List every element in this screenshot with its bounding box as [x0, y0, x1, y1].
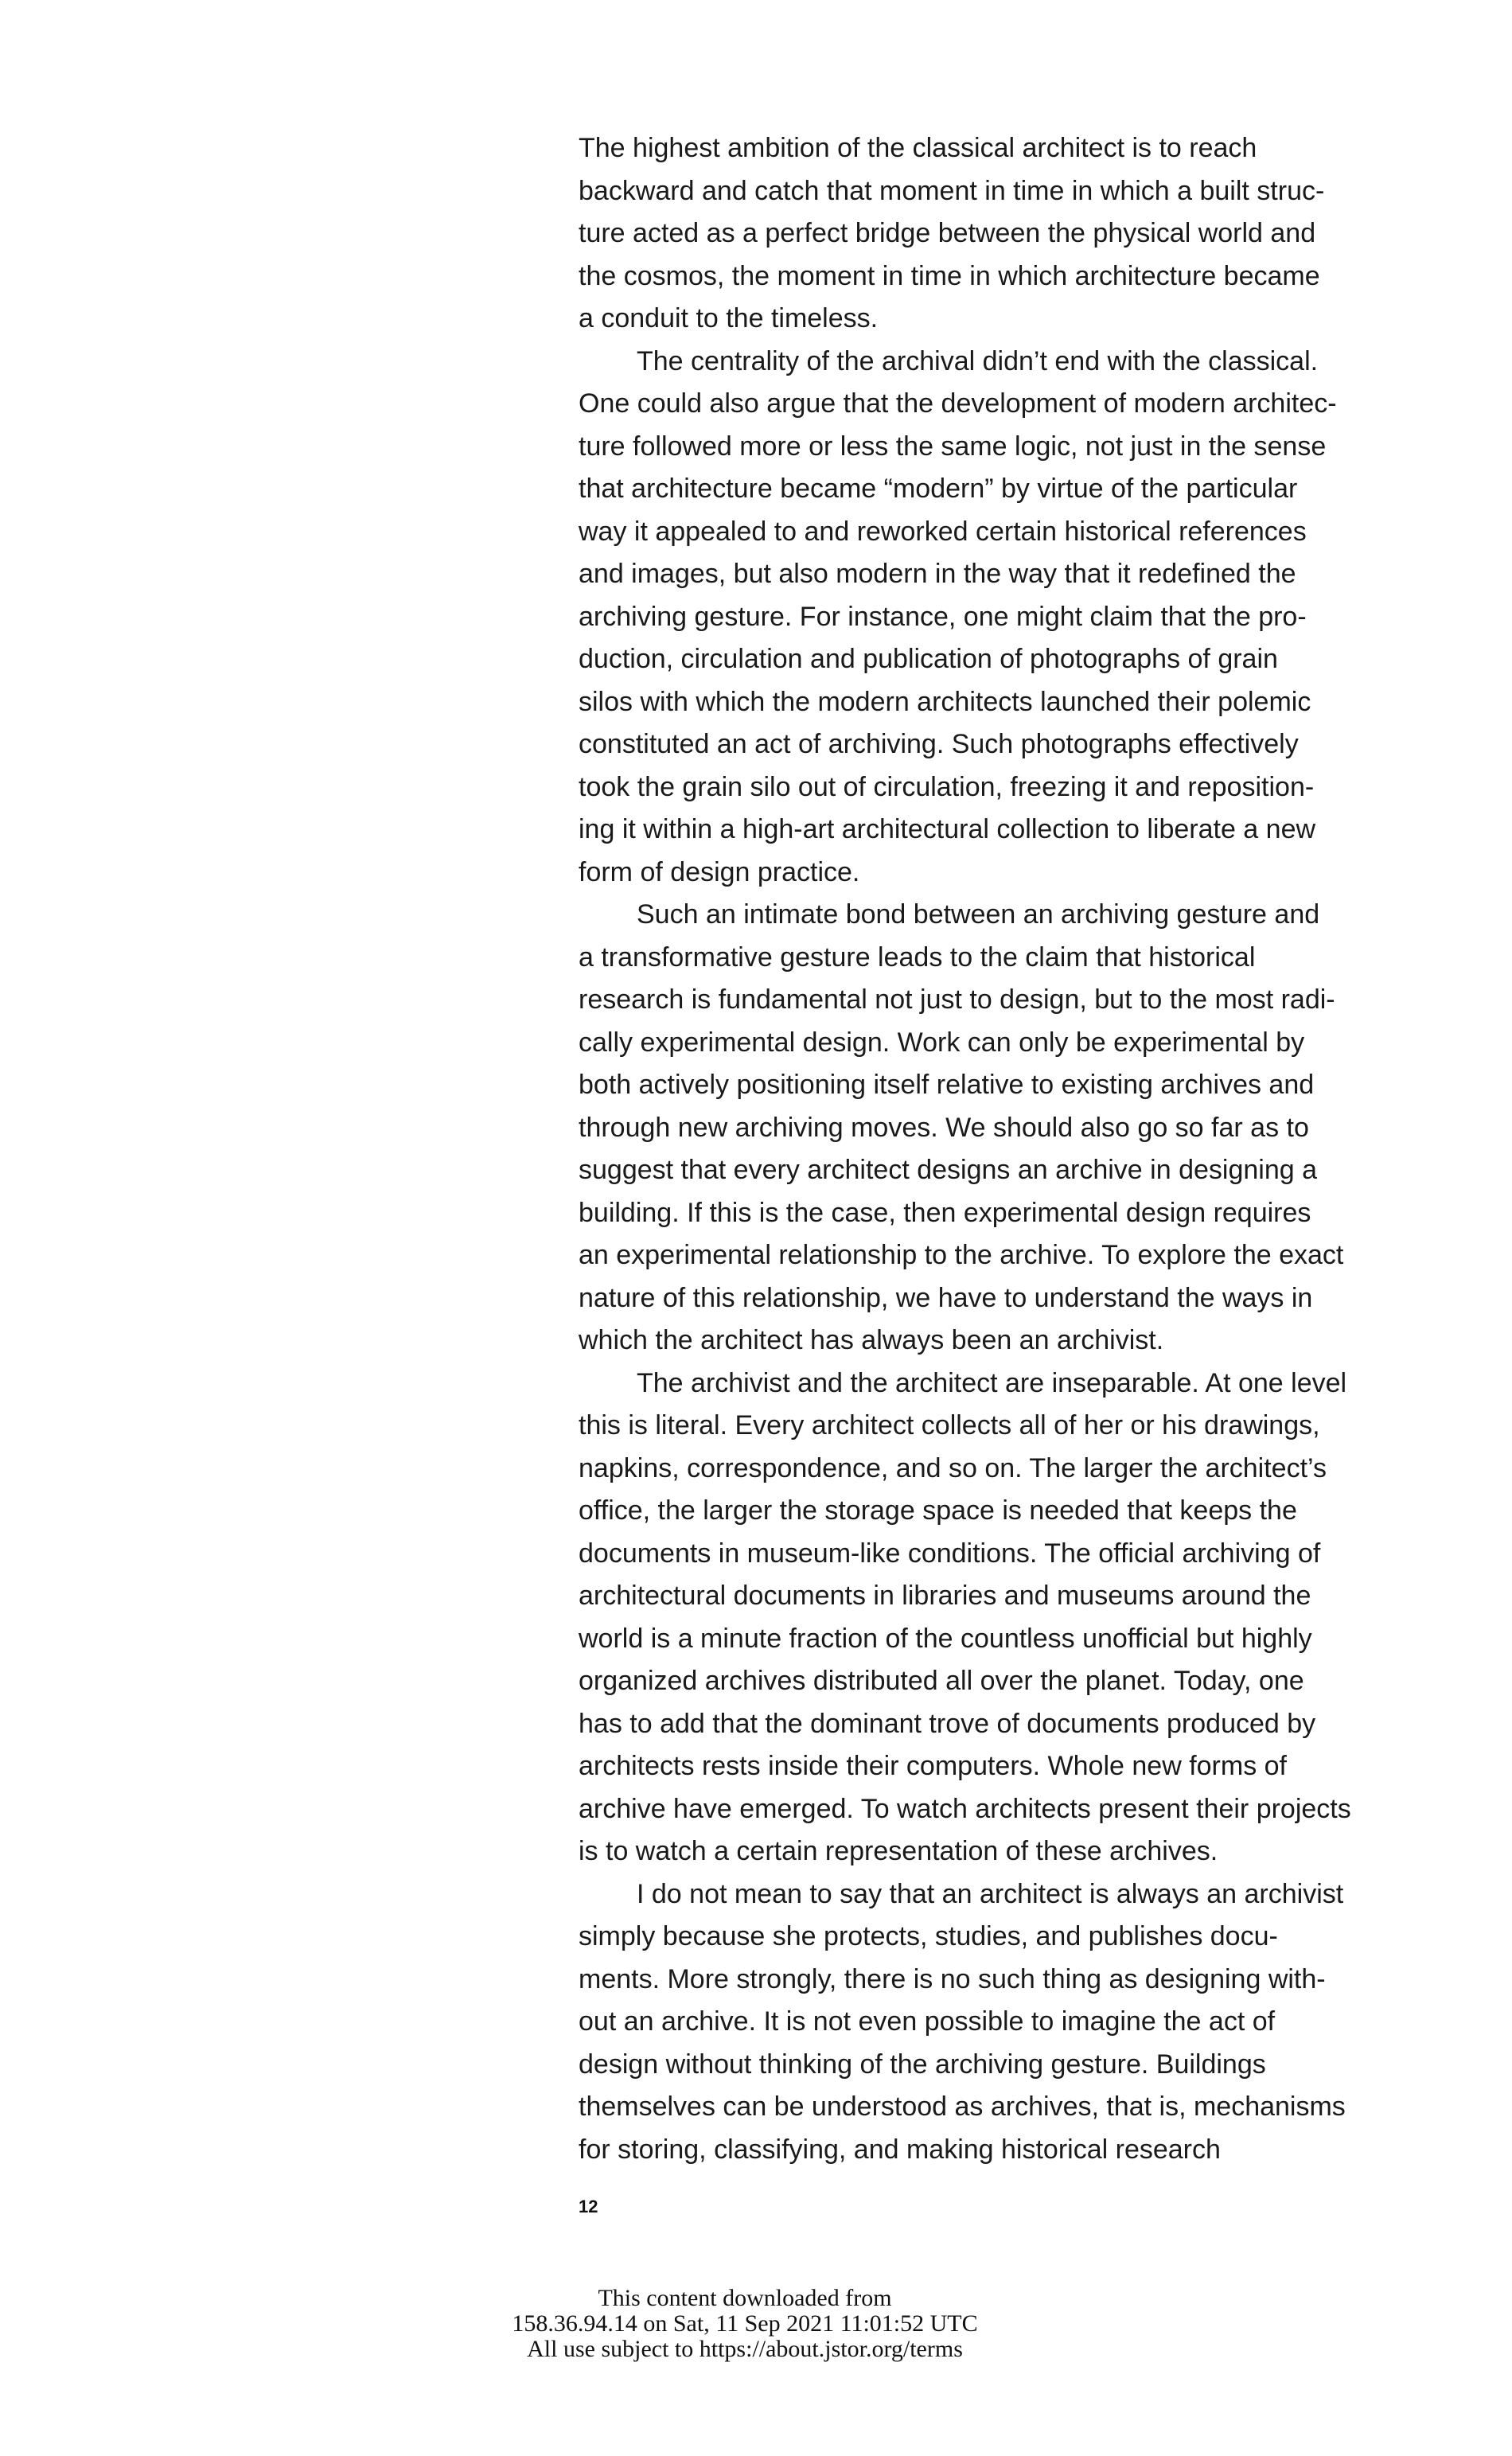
download-notice-line: All use subject to https://about.jstor.org/terms: [527, 2336, 963, 2362]
text-line: ture acted as a perfect bridge between the physical world and: [579, 218, 1316, 248]
download-notice-line: This content downloaded from: [598, 2285, 892, 2311]
text-line: simply because she protects, studies, and publishes docu-: [579, 1921, 1278, 1951]
text-line: architectural documents in libraries and museums around the: [579, 1581, 1311, 1611]
text-line: a transformative gesture leads to the claim that historical: [579, 941, 1256, 973]
text-line: archive have emerged. To watch architects present their projects: [579, 1793, 1351, 1824]
text-line: office, the larger the storage space is needed that keeps the: [579, 1495, 1297, 1526]
download-notice-line: 158.36.94.14 on Sat, 11 Sep 2021 11:01:52 UTC: [512, 2310, 978, 2337]
text-line: silos with which the modern architects launched their polemic: [579, 686, 1311, 717]
text-line: an experimental relationship to the archive. To explore the exact: [579, 1240, 1344, 1270]
text-line: design without thinking of the archiving gesture. Buildings: [579, 2049, 1266, 2080]
paragraph: [579, 341, 1438, 895]
text-line: The highest ambition of the classical architect is to reach: [579, 133, 1257, 163]
text-line: research is fundamental not just to design, but to the most radi-: [579, 984, 1335, 1015]
text-line: took the grain silo out of circulation, freezing it and reposition-: [579, 771, 1315, 802]
text-line: way it appealed to and reworked certain historical references: [579, 516, 1307, 547]
text-line: which the architect has always been an archivist.: [579, 1325, 1164, 1355]
page-number: 12: [579, 2197, 598, 2216]
text-line: for storing, classifying, and making historical research: [579, 2134, 1221, 2165]
text-line: both actively positioning itself relative to existing archives and: [579, 1070, 1315, 1100]
text-line: ture followed more or less the same logic, not just in the sense: [579, 431, 1327, 462]
text-line: I do not mean to say that an architect is always an archivist: [637, 1878, 1344, 1909]
download-notice: [427, 2286, 1063, 2362]
text-line: the cosmos, the moment in time in which architecture became: [579, 260, 1320, 291]
text-line: napkins, correspondence, and so on. The larger the architect’s: [579, 1452, 1327, 1483]
text-line: cally experimental design. Work can only be experimental by: [579, 1027, 1305, 1058]
text-line: One could also argue that the development of modern architec-: [579, 388, 1337, 419]
text-line: Such an intimate bond between an archiving gesture and: [637, 899, 1320, 930]
text-line: ing it within a high-art architectural collection to liberate a new: [579, 814, 1316, 844]
paragraph: [579, 1873, 1438, 2172]
text-line: organized archives distributed all over the planet. Today, one: [579, 1666, 1304, 1696]
text-line: nature of this relationship, we have to understand the ways in: [579, 1282, 1313, 1313]
text-line: The centrality of the archival didn’t end with the classical.: [637, 345, 1319, 376]
text-line: has to add that the dominant trove of documents produced by: [579, 1708, 1316, 1739]
text-line: suggest that every architect designs an archive in designing a: [579, 1155, 1317, 1185]
paragraph: [579, 894, 1438, 1362]
text-line: and images, but also modern in the way that it redefined the: [579, 559, 1296, 589]
text-line: form of design practice.: [579, 856, 860, 887]
text-line: The archivist and the architect are inseparable. At one level: [637, 1367, 1347, 1398]
text-line: world is a minute fraction of the countless unofficial but highly: [579, 1623, 1312, 1654]
text-line: through new archiving moves. We should also go so far as to: [579, 1112, 1309, 1143]
text-line: archiving gesture. For instance, one might claim that the pro-: [579, 601, 1307, 632]
text-line: building. If this is the case, then experimental design requires: [579, 1197, 1311, 1228]
text-line: out an archive. It is not even possible to imagine the act of: [579, 2006, 1276, 2037]
text-line: a conduit to the timeless.: [579, 303, 879, 333]
paragraph: [579, 1362, 1438, 1873]
text-line: backward and catch that moment in time in which a built struc-: [579, 175, 1325, 206]
body-text: [579, 127, 1438, 2171]
text-line: architects rests inside their computers. Whole new forms of: [579, 1751, 1287, 1781]
text-line: duction, circulation and publication of photographs of grain: [579, 644, 1278, 674]
text-line: this is literal. Every architect collects all of her or his drawings,: [579, 1410, 1320, 1440]
text-line: that architecture became “modern” by virtue of the particular: [579, 474, 1298, 504]
text-line: constituted an act of archiving. Such photographs effectively: [579, 729, 1299, 759]
text-line: ments. More strongly, there is no such thing as designing with-: [579, 1963, 1326, 1994]
text-line: themselves can be understood as archives, that is, mechanisms: [579, 2091, 1346, 2122]
text-line: documents in museum-like conditions. The official archiving of: [579, 1538, 1321, 1569]
text-line: is to watch a certain representation of these archives.: [579, 1836, 1218, 1866]
paragraph: [579, 127, 1438, 341]
